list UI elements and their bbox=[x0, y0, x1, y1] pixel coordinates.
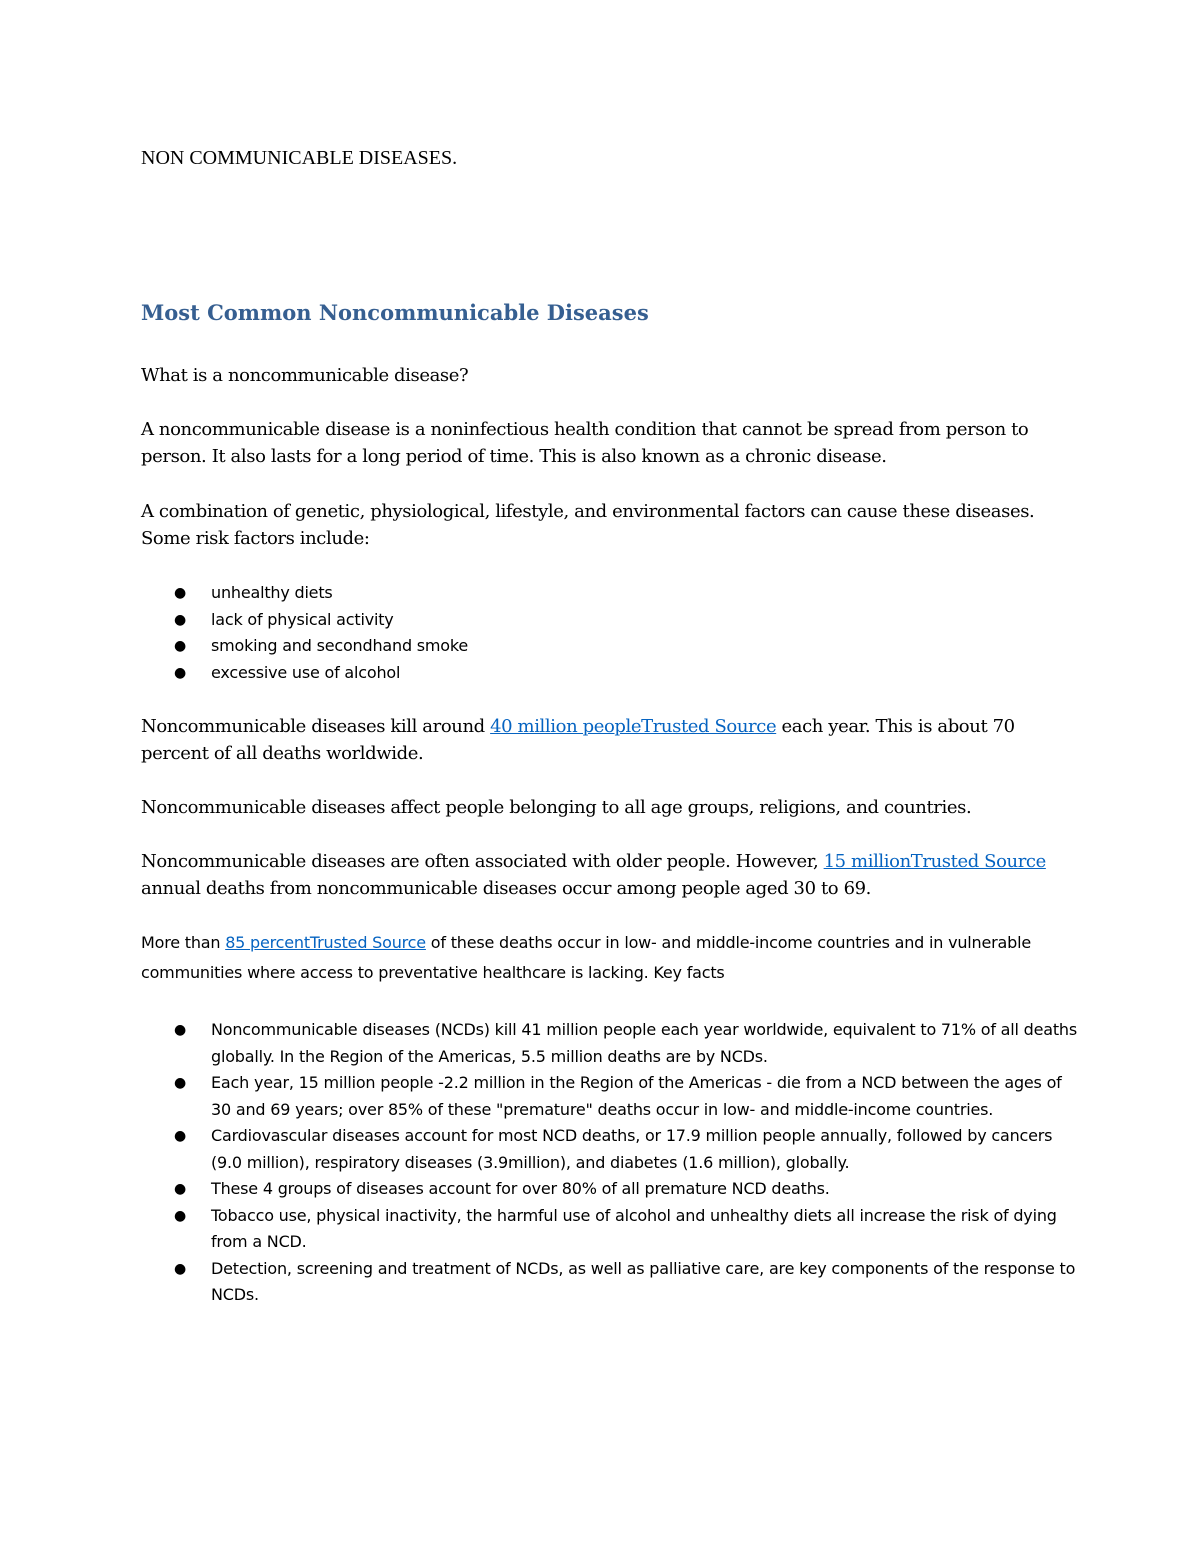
list-item: ● lack of physical activity bbox=[141, 607, 1081, 634]
definition-paragraph: A noncommunicable disease is a noninfectious health condition that cannot be spread from person to person. It also lasts for a long period of time. This is also known as a chronic disease. bbox=[141, 419, 1029, 467]
list-item: ● Detection, screening and treatment of NCDs, as well as palliative care, are key components of the response to NCDs. bbox=[141, 1256, 1081, 1309]
bullet-icon: ● bbox=[174, 664, 187, 681]
bullet-icon: ● bbox=[174, 585, 187, 601]
bullet-icon: ● bbox=[174, 1207, 187, 1224]
bullet-icon: ● bbox=[174, 1260, 187, 1277]
list-item: ● Each year, 15 million people -2.2 million in the Region of the Americas - die from a NCD between the ages of 30 and 69 years; over 85% of these "premature" deaths occur in low- and middle-income countries. bbox=[141, 1070, 1081, 1123]
key-facts-list bbox=[141, 1017, 1081, 1309]
older-people-paragraph: Noncommunicable diseases are often associated with older people. However, 15 millionTrusted Source annual deaths from noncommunicable diseases occur among people aged 30 to 69. bbox=[141, 851, 1046, 899]
bullet-icon: ● bbox=[174, 1181, 187, 1197]
deaths-paragraph: Noncommunicable diseases kill around 40 million peopleTrusted Source each year. This is about 70 percent of all deaths worldwide. bbox=[141, 716, 1015, 764]
list-item: ● Cardiovascular diseases account for most NCD deaths, or 17.9 million people annually, followed by cancers (9.0 million), respiratory diseases (3.9million), and diabetes (1.6 million), globally. bbox=[141, 1123, 1081, 1176]
bullet-icon: ● bbox=[174, 638, 187, 654]
trusted-source-link-40-million[interactable]: 40 million peopleTrusted Source bbox=[490, 716, 777, 737]
list-item: ● smoking and secondhand smoke bbox=[141, 633, 1081, 660]
bullet-icon: ● bbox=[174, 611, 187, 628]
causes-paragraph: A combination of genetic, physiological, lifestyle, and environmental factors can cause these diseases. Some risk factors include: bbox=[141, 501, 1035, 549]
list-item: ● Tobacco use, physical inactivity, the harmful use of alcohol and unhealthy diets all increase the risk of dying from a NCD. bbox=[141, 1203, 1081, 1256]
question-paragraph: What is a noncommunicable disease? bbox=[141, 365, 469, 386]
bullet-icon: ● bbox=[174, 1075, 187, 1091]
list-item: ● unhealthy diets bbox=[141, 580, 1081, 607]
bullet-icon: ● bbox=[174, 1128, 187, 1144]
list-item: ● These 4 groups of diseases account for over 80% of all premature NCD deaths. bbox=[141, 1176, 1081, 1203]
section-heading: Most Common Noncommunicable Diseases bbox=[141, 300, 649, 325]
income-paragraph: More than 85 percentTrusted Source of these deaths occur in low- and middle-income countries and in vulnerable communities where access to preventative healthcare is lacking. Key facts bbox=[141, 933, 1031, 982]
affect-paragraph: Noncommunicable diseases affect people belonging to all age groups, religions, and countries. bbox=[141, 797, 972, 818]
trusted-source-link-85-percent[interactable]: 85 percentTrusted Source bbox=[225, 933, 426, 952]
bullet-icon: ● bbox=[174, 1022, 187, 1038]
list-item: ● Noncommunicable diseases (NCDs) kill 41 million people each year worldwide, equivalent to 71% of all deaths globally. In the Region of the Americas, 5.5 million deaths are by NCDs. bbox=[141, 1017, 1081, 1070]
risk-factors-list bbox=[141, 580, 1081, 686]
trusted-source-link-15-million[interactable]: 15 millionTrusted Source bbox=[823, 851, 1046, 872]
list-item: ● excessive use of alcohol bbox=[141, 660, 1081, 687]
document-title: NON COMMUNICABLE DISEASES. bbox=[141, 147, 458, 169]
